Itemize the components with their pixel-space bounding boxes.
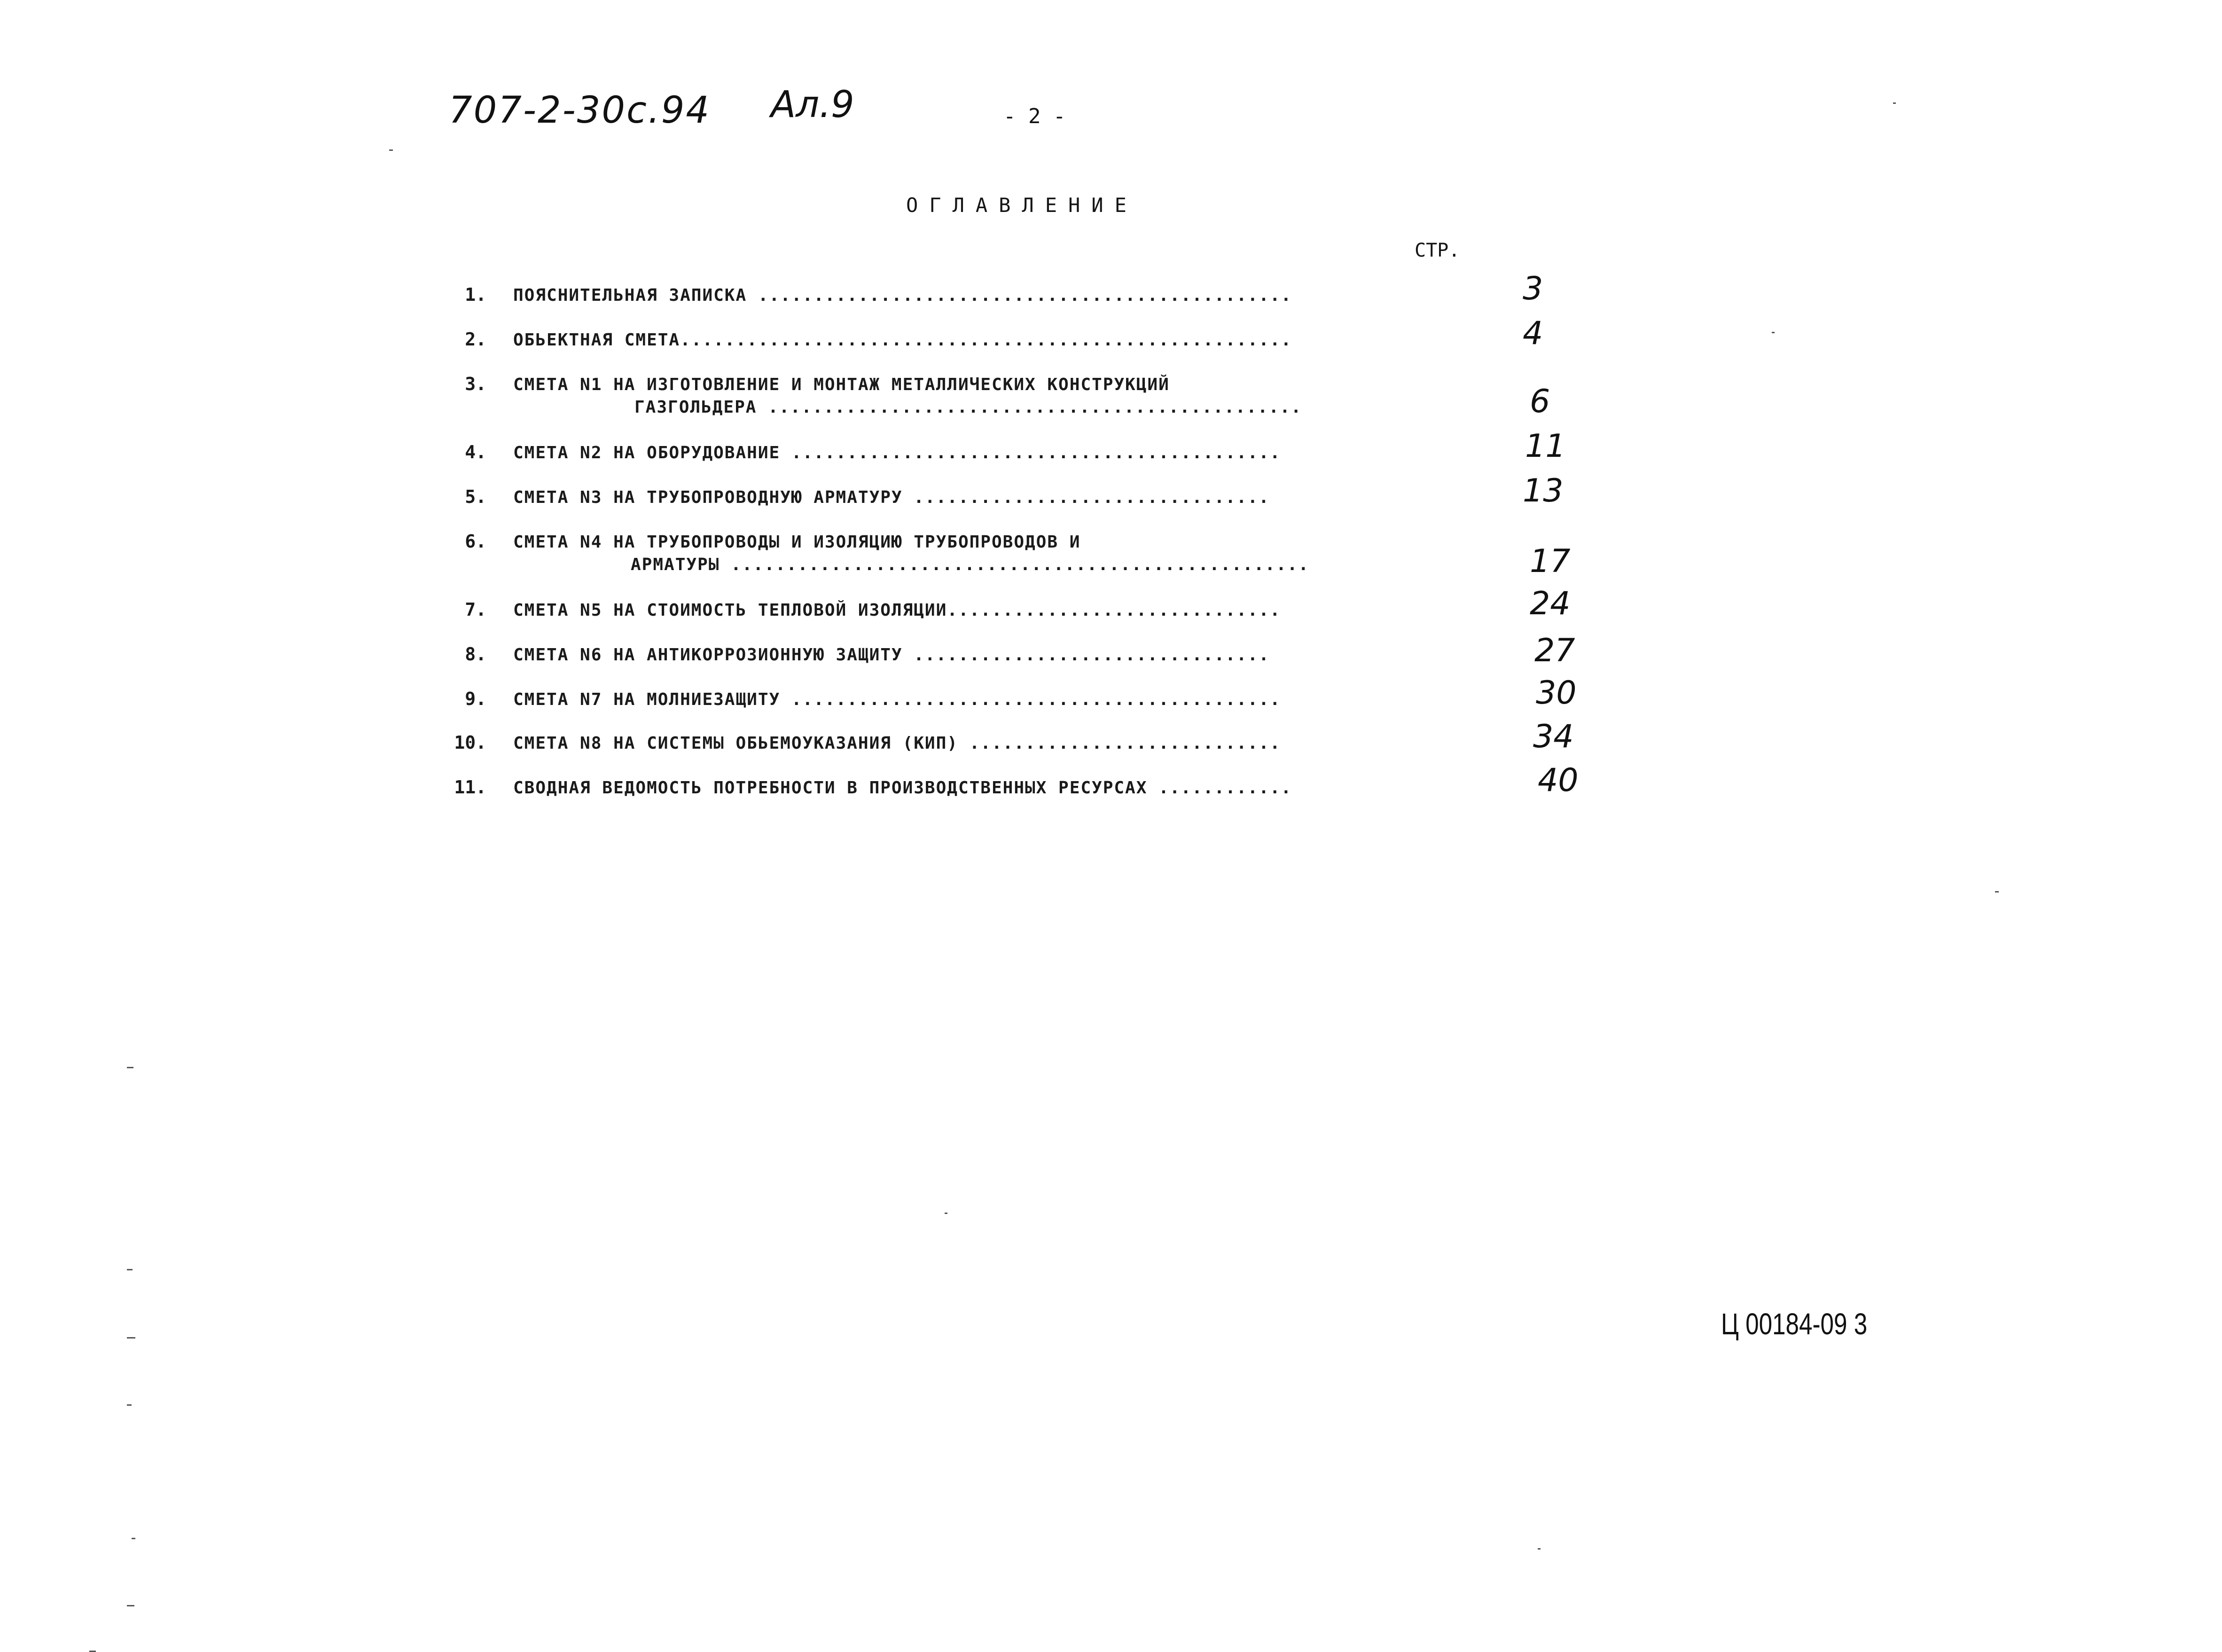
scan-speck <box>945 1213 947 1214</box>
scan-speck <box>127 1337 135 1339</box>
toc-item-text: ПОЯСНИТЕЛЬНАЯ ЗАПИСКА ................................................ <box>513 286 1292 305</box>
toc-item-text: ОБЬЕКТНАЯ СМЕТА....................................................... <box>513 330 1292 350</box>
toc-item-number: 2. <box>465 329 486 350</box>
scan-speck <box>132 1538 135 1539</box>
toc-item-text: СМЕТА N4 НА ТРУБОПРОВОДЫ И ИЗОЛЯЦИЮ ТРУБОПРОВОДОВ И АРМАТУРЫ .................................................... <box>513 532 1310 574</box>
toc-item-number: 5. <box>465 486 486 507</box>
document-code: 707-2-30с.94 <box>449 89 711 132</box>
archive-stamp: Ц 00184-09 3 <box>1721 1307 1868 1341</box>
page-column-label: СТР. <box>1415 240 1460 261</box>
toc-item-page: 11 <box>1525 428 1566 465</box>
toc-item-text: СМЕТА N1 НА ИЗГОТОВЛЕНИЕ И МОНТАЖ МЕТАЛЛИЧЕСКИХ КОНСТРУКЦИЙ ГАЗГОЛЬДЕРА ................................................ <box>513 375 1302 417</box>
scan-speck <box>1893 102 1896 104</box>
toc-item-page: 40 <box>1538 762 1579 799</box>
scan-speck <box>1772 332 1775 333</box>
toc-item-page: 30 <box>1536 674 1577 712</box>
toc-item-text: СВОДНАЯ ВЕДОМОСТЬ ПОТРЕБНОСТИ В ПРОИЗВОДСТВЕННЫХ РЕСУРСАХ ............ <box>513 778 1292 798</box>
toc-item-number: 4. <box>465 442 486 462</box>
scan-speck <box>1538 1548 1541 1550</box>
toc-item-number: 7. <box>465 599 486 620</box>
page-number: - 2 - <box>1003 104 1066 128</box>
toc-item-text: СМЕТА N7 НА МОЛНИЕЗАЩИТУ ............................................ <box>513 690 1281 709</box>
scan-speck <box>127 1605 134 1606</box>
sheet-number: Ал.9 <box>771 84 854 126</box>
toc-item-number: 8. <box>465 644 486 665</box>
toc-item-page: 4 <box>1523 315 1543 352</box>
toc-item-page: 3 <box>1523 270 1543 307</box>
toc-item-text: СМЕТА N2 НА ОБОРУДОВАНИЕ ............................................ <box>513 443 1281 462</box>
toc-item-number: 11. <box>454 777 486 798</box>
toc-item-text: СМЕТА N5 НА СТОИМОСТЬ ТЕПЛОВОЙ ИЗОЛЯЦИИ.............................. <box>513 601 1281 620</box>
toc-item-page: 17 <box>1530 543 1571 580</box>
scan-speck <box>1995 891 1999 893</box>
toc-item-number: 6. <box>465 531 486 552</box>
toc-title: ОГЛАВЛЕНИЕ <box>906 194 1138 217</box>
toc-item-page: 24 <box>1530 585 1571 622</box>
scan-speck <box>127 1269 133 1270</box>
scan-speck <box>127 1067 133 1068</box>
toc-item-page: 6 <box>1530 383 1550 420</box>
toc-item-page: 34 <box>1533 718 1574 755</box>
toc-item-text: СМЕТА N8 НА СИСТЕМЫ ОБЬЕМОУКАЗАНИЯ (КИП) ............................ <box>513 734 1281 753</box>
scan-speck <box>127 1404 132 1406</box>
toc-item-number: 3. <box>465 374 486 394</box>
toc-item-number: 10. <box>454 732 486 753</box>
toc-item-number: 9. <box>465 689 486 709</box>
toc-item-text: СМЕТА N3 НА ТРУБОПРОВОДНУЮ АРМАТУРУ ................................ <box>513 488 1270 507</box>
toc-item-page: 27 <box>1534 632 1575 669</box>
toc-item-page: 13 <box>1523 472 1564 509</box>
toc-item-text: СМЕТА N6 НА АНТИКОРРОЗИОННУЮ ЗАЩИТУ ................................ <box>513 645 1270 665</box>
toc-item-number: 1. <box>465 284 486 305</box>
scan-speck <box>389 149 393 151</box>
